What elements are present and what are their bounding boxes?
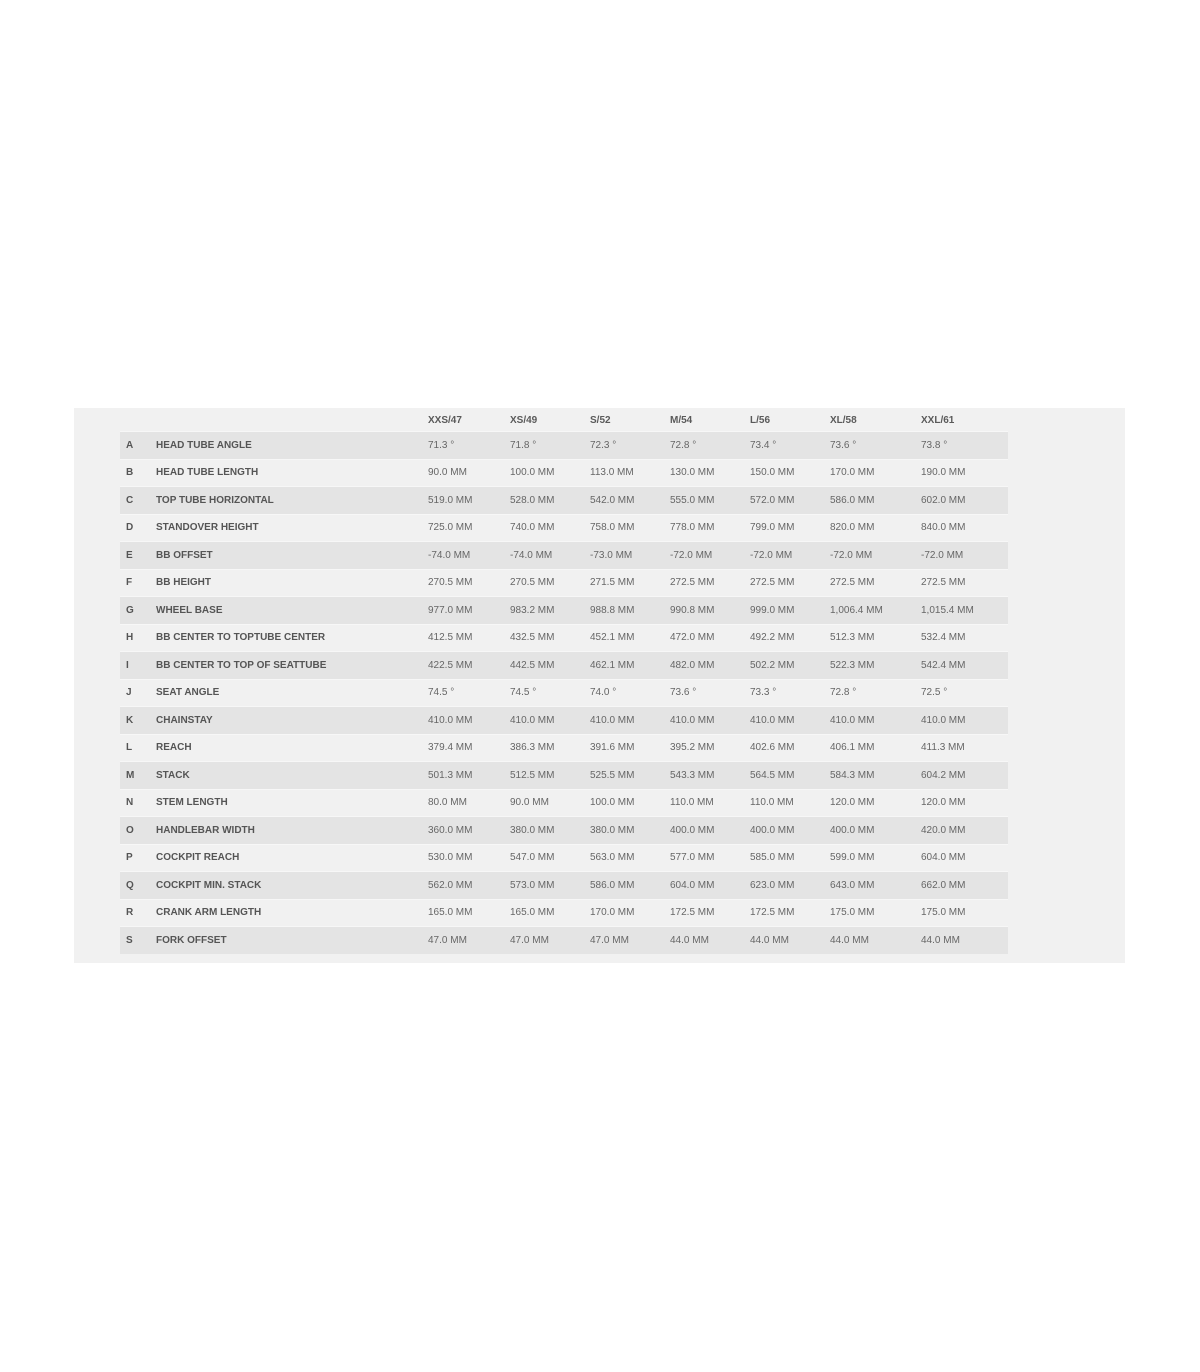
table-row xyxy=(120,679,1008,707)
row-measurement-label: STANDOVER HEIGHT xyxy=(156,514,428,542)
cell-value: 840.0 MM xyxy=(921,514,1008,542)
cell-value: 165.0 MM xyxy=(510,899,590,927)
cell-value: 422.5 MM xyxy=(428,652,510,680)
cell-value: 623.0 MM xyxy=(750,872,830,900)
row-letter: O xyxy=(120,817,156,845)
cell-value: 410.0 MM xyxy=(510,707,590,735)
row-measurement-label: STACK xyxy=(156,762,428,790)
table-row xyxy=(120,432,1008,460)
size-header: XXS/47 xyxy=(428,414,462,426)
row-letter: Q xyxy=(120,872,156,900)
cell-value: 522.3 MM xyxy=(830,652,921,680)
cell-value: 44.0 MM xyxy=(921,927,1008,955)
cell-value: 47.0 MM xyxy=(510,927,590,955)
row-letter: H xyxy=(120,624,156,652)
cell-value: 73.4 ° xyxy=(750,432,830,460)
cell-value: 543.3 MM xyxy=(670,762,750,790)
table-row xyxy=(120,789,1008,817)
table-row xyxy=(120,597,1008,625)
cell-value: 72.3 ° xyxy=(590,432,670,460)
cell-value: -73.0 MM xyxy=(590,542,670,570)
table-row xyxy=(120,734,1008,762)
table-row xyxy=(120,707,1008,735)
cell-value: 1,006.4 MM xyxy=(830,597,921,625)
cell-value: 410.0 MM xyxy=(921,707,1008,735)
cell-value: 400.0 MM xyxy=(750,817,830,845)
row-letter: F xyxy=(120,569,156,597)
row-measurement-label: FORK OFFSET xyxy=(156,927,428,955)
row-letter: E xyxy=(120,542,156,570)
table-row xyxy=(120,542,1008,570)
row-measurement-label: SEAT ANGLE xyxy=(156,679,428,707)
cell-value: 71.8 ° xyxy=(510,432,590,460)
row-letter: I xyxy=(120,652,156,680)
cell-value: 572.0 MM xyxy=(750,487,830,515)
cell-value: 272.5 MM xyxy=(670,569,750,597)
row-letter: K xyxy=(120,707,156,735)
cell-value: 512.5 MM xyxy=(510,762,590,790)
cell-value: 380.0 MM xyxy=(590,817,670,845)
cell-value: 272.5 MM xyxy=(921,569,1008,597)
cell-value: 90.0 MM xyxy=(510,789,590,817)
row-letter: R xyxy=(120,899,156,927)
cell-value: 586.0 MM xyxy=(830,487,921,515)
cell-value: 47.0 MM xyxy=(590,927,670,955)
table-row xyxy=(120,459,1008,487)
cell-value: 170.0 MM xyxy=(590,899,670,927)
cell-value: 44.0 MM xyxy=(830,927,921,955)
cell-value: -74.0 MM xyxy=(510,542,590,570)
table-row xyxy=(120,569,1008,597)
cell-value: 74.0 ° xyxy=(590,679,670,707)
cell-value: 272.5 MM xyxy=(830,569,921,597)
cell-value: 411.3 MM xyxy=(921,734,1008,762)
row-letter: B xyxy=(120,459,156,487)
cell-value: 270.5 MM xyxy=(510,569,590,597)
cell-value: 564.5 MM xyxy=(750,762,830,790)
cell-value: 999.0 MM xyxy=(750,597,830,625)
row-letter: N xyxy=(120,789,156,817)
cell-value: 44.0 MM xyxy=(750,927,830,955)
size-header: L/56 xyxy=(750,414,771,426)
cell-value: 643.0 MM xyxy=(830,872,921,900)
size-header: XS/49 xyxy=(510,414,538,426)
table-row xyxy=(120,872,1008,900)
cell-value: 410.0 MM xyxy=(670,707,750,735)
cell-value: 420.0 MM xyxy=(921,817,1008,845)
cell-value: 482.0 MM xyxy=(670,652,750,680)
header-measurement-cell xyxy=(156,408,428,432)
cell-value: 585.0 MM xyxy=(750,844,830,872)
cell-value: 165.0 MM xyxy=(428,899,510,927)
cell-value: 725.0 MM xyxy=(428,514,510,542)
size-header: XXL/61 xyxy=(921,414,955,426)
row-measurement-label: TOP TUBE HORIZONTAL xyxy=(156,487,428,515)
cell-value: 400.0 MM xyxy=(670,817,750,845)
cell-value: -72.0 MM xyxy=(921,542,1008,570)
geometry-table xyxy=(120,408,1008,954)
table-row xyxy=(120,762,1008,790)
cell-value: 525.5 MM xyxy=(590,762,670,790)
cell-value: -72.0 MM xyxy=(830,542,921,570)
cell-value: 528.0 MM xyxy=(510,487,590,515)
table-row xyxy=(120,817,1008,845)
row-measurement-label: HEAD TUBE LENGTH xyxy=(156,459,428,487)
cell-value: 47.0 MM xyxy=(428,927,510,955)
cell-value: 532.4 MM xyxy=(921,624,1008,652)
cell-value: 74.5 ° xyxy=(510,679,590,707)
cell-value: 604.0 MM xyxy=(670,872,750,900)
cell-value: 391.6 MM xyxy=(590,734,670,762)
cell-value: 172.5 MM xyxy=(750,899,830,927)
cell-value: 410.0 MM xyxy=(428,707,510,735)
cell-value: 990.8 MM xyxy=(670,597,750,625)
size-header: S/52 xyxy=(590,414,611,426)
cell-value: 72.8 ° xyxy=(670,432,750,460)
header-letter-cell xyxy=(120,408,156,432)
row-letter: C xyxy=(120,487,156,515)
row-measurement-label: COCKPIT REACH xyxy=(156,844,428,872)
row-letter: P xyxy=(120,844,156,872)
cell-value: 175.0 MM xyxy=(921,899,1008,927)
table-header-row xyxy=(120,408,1008,432)
row-measurement-label: BB CENTER TO TOP OF SEATTUBE xyxy=(156,652,428,680)
cell-value: 410.0 MM xyxy=(830,707,921,735)
cell-value: 988.8 MM xyxy=(590,597,670,625)
cell-value: 586.0 MM xyxy=(590,872,670,900)
cell-value: 72.5 ° xyxy=(921,679,1008,707)
row-measurement-label: REACH xyxy=(156,734,428,762)
cell-value: 542.4 MM xyxy=(921,652,1008,680)
cell-value: 120.0 MM xyxy=(830,789,921,817)
row-letter: S xyxy=(120,927,156,955)
cell-value: 150.0 MM xyxy=(750,459,830,487)
row-measurement-label: BB HEIGHT xyxy=(156,569,428,597)
cell-value: 599.0 MM xyxy=(830,844,921,872)
cell-value: 190.0 MM xyxy=(921,459,1008,487)
cell-value: 562.0 MM xyxy=(428,872,510,900)
cell-value: 530.0 MM xyxy=(428,844,510,872)
cell-value: 73.6 ° xyxy=(670,679,750,707)
cell-value: 977.0 MM xyxy=(428,597,510,625)
cell-value: 410.0 MM xyxy=(590,707,670,735)
cell-value: 758.0 MM xyxy=(590,514,670,542)
cell-value: 172.5 MM xyxy=(670,899,750,927)
cell-value: 462.1 MM xyxy=(590,652,670,680)
cell-value: 542.0 MM xyxy=(590,487,670,515)
table-row xyxy=(120,624,1008,652)
cell-value: -72.0 MM xyxy=(750,542,830,570)
cell-value: 113.0 MM xyxy=(590,459,670,487)
cell-value: 175.0 MM xyxy=(830,899,921,927)
cell-value: 432.5 MM xyxy=(510,624,590,652)
cell-value: 380.0 MM xyxy=(510,817,590,845)
row-letter: M xyxy=(120,762,156,790)
row-measurement-label: CRANK ARM LENGTH xyxy=(156,899,428,927)
cell-value: 983.2 MM xyxy=(510,597,590,625)
cell-value: 90.0 MM xyxy=(428,459,510,487)
cell-value: 584.3 MM xyxy=(830,762,921,790)
table-row xyxy=(120,844,1008,872)
cell-value: 502.2 MM xyxy=(750,652,830,680)
cell-value: 379.4 MM xyxy=(428,734,510,762)
cell-value: 360.0 MM xyxy=(428,817,510,845)
table-row xyxy=(120,652,1008,680)
size-header: XL/58 xyxy=(830,414,857,426)
cell-value: 272.5 MM xyxy=(750,569,830,597)
cell-value: 73.3 ° xyxy=(750,679,830,707)
cell-value: 110.0 MM xyxy=(670,789,750,817)
cell-value: 130.0 MM xyxy=(670,459,750,487)
row-letter: D xyxy=(120,514,156,542)
cell-value: 604.2 MM xyxy=(921,762,1008,790)
row-letter: J xyxy=(120,679,156,707)
cell-value: 400.0 MM xyxy=(830,817,921,845)
cell-value: 395.2 MM xyxy=(670,734,750,762)
cell-value: 778.0 MM xyxy=(670,514,750,542)
cell-value: 555.0 MM xyxy=(670,487,750,515)
cell-value: -74.0 MM xyxy=(428,542,510,570)
cell-value: 100.0 MM xyxy=(590,789,670,817)
table-row xyxy=(120,487,1008,515)
cell-value: 820.0 MM xyxy=(830,514,921,542)
cell-value: 100.0 MM xyxy=(510,459,590,487)
cell-value: 73.8 ° xyxy=(921,432,1008,460)
cell-value: 80.0 MM xyxy=(428,789,510,817)
cell-value: 512.3 MM xyxy=(830,624,921,652)
cell-value: 270.5 MM xyxy=(428,569,510,597)
row-letter: L xyxy=(120,734,156,762)
cell-value: 412.5 MM xyxy=(428,624,510,652)
row-measurement-label: WHEEL BASE xyxy=(156,597,428,625)
table-body xyxy=(120,432,1008,955)
row-measurement-label: COCKPIT MIN. STACK xyxy=(156,872,428,900)
cell-value: 563.0 MM xyxy=(590,844,670,872)
row-letter: A xyxy=(120,432,156,460)
cell-value: 71.3 ° xyxy=(428,432,510,460)
cell-value: 170.0 MM xyxy=(830,459,921,487)
cell-value: -72.0 MM xyxy=(670,542,750,570)
cell-value: 72.8 ° xyxy=(830,679,921,707)
cell-value: 74.5 ° xyxy=(428,679,510,707)
geometry-panel xyxy=(74,408,1125,963)
cell-value: 386.3 MM xyxy=(510,734,590,762)
cell-value: 547.0 MM xyxy=(510,844,590,872)
cell-value: 44.0 MM xyxy=(670,927,750,955)
cell-value: 1,015.4 MM xyxy=(921,597,1008,625)
cell-value: 402.6 MM xyxy=(750,734,830,762)
cell-value: 799.0 MM xyxy=(750,514,830,542)
cell-value: 740.0 MM xyxy=(510,514,590,542)
table-row xyxy=(120,514,1008,542)
cell-value: 501.3 MM xyxy=(428,762,510,790)
row-measurement-label: HANDLEBAR WIDTH xyxy=(156,817,428,845)
row-letter: G xyxy=(120,597,156,625)
cell-value: 406.1 MM xyxy=(830,734,921,762)
table-row xyxy=(120,899,1008,927)
cell-value: 442.5 MM xyxy=(510,652,590,680)
table-row xyxy=(120,927,1008,955)
cell-value: 602.0 MM xyxy=(921,487,1008,515)
cell-value: 452.1 MM xyxy=(590,624,670,652)
row-measurement-label: BB CENTER TO TOPTUBE CENTER xyxy=(156,624,428,652)
row-measurement-label: HEAD TUBE ANGLE xyxy=(156,432,428,460)
cell-value: 577.0 MM xyxy=(670,844,750,872)
cell-value: 410.0 MM xyxy=(750,707,830,735)
row-measurement-label: STEM LENGTH xyxy=(156,789,428,817)
cell-value: 110.0 MM xyxy=(750,789,830,817)
row-measurement-label: BB OFFSET xyxy=(156,542,428,570)
cell-value: 271.5 MM xyxy=(590,569,670,597)
cell-value: 573.0 MM xyxy=(510,872,590,900)
cell-value: 492.2 MM xyxy=(750,624,830,652)
row-measurement-label: CHAINSTAY xyxy=(156,707,428,735)
cell-value: 120.0 MM xyxy=(921,789,1008,817)
cell-value: 662.0 MM xyxy=(921,872,1008,900)
cell-value: 604.0 MM xyxy=(921,844,1008,872)
cell-value: 73.6 ° xyxy=(830,432,921,460)
size-header: M/54 xyxy=(670,414,693,426)
cell-value: 519.0 MM xyxy=(428,487,510,515)
cell-value: 472.0 MM xyxy=(670,624,750,652)
